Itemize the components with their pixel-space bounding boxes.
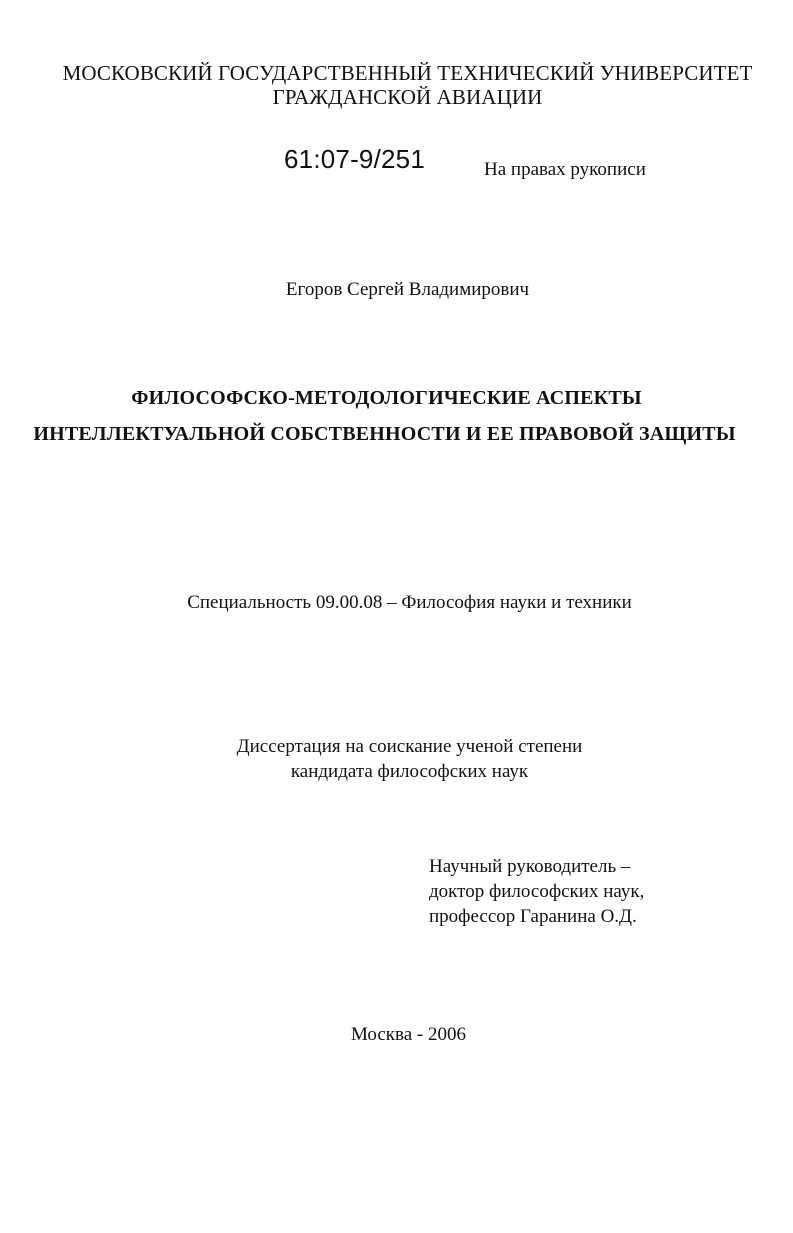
supervisor-line1: Научный руководитель – — [429, 856, 631, 877]
degree-line1: Диссертация на соискание ученой степени — [236, 736, 583, 757]
author-name: Егоров Сергей Владимирович — [285, 279, 530, 300]
university-name-line1: МОСКОВСКИЙ ГОСУДАРСТВЕННЫЙ ТЕХНИЧЕСКИЙ УНИВЕРСИТЕТ — [62, 61, 753, 85]
thesis-title-line1: ФИЛОСОФСКО-МЕТОДОЛОГИЧЕСКИЕ АСПЕКТЫ — [131, 387, 642, 409]
rights-notice: На правах рукописи — [484, 159, 646, 180]
degree-line2: кандидата философских наук — [290, 761, 529, 782]
university-name-line2: ГРАЖДАНСКОЙ АВИАЦИИ — [272, 85, 543, 109]
catalog-code: 61:07-9/251 — [284, 144, 425, 174]
supervisor-line3: профессор Гаранина О.Д. — [429, 906, 637, 927]
supervisor-line2: доктор философских наук, — [429, 881, 645, 902]
place-year: Москва - 2006 — [350, 1024, 467, 1045]
specialty: Специальность 09.00.08 – Философия науки и техники — [187, 592, 632, 613]
thesis-title-line2: ИНТЕЛЛЕКТУАЛЬНОЙ СОБСТВЕННОСТИ И ЕЕ ПРАВОВОЙ ЗАЩИТЫ — [33, 423, 736, 445]
